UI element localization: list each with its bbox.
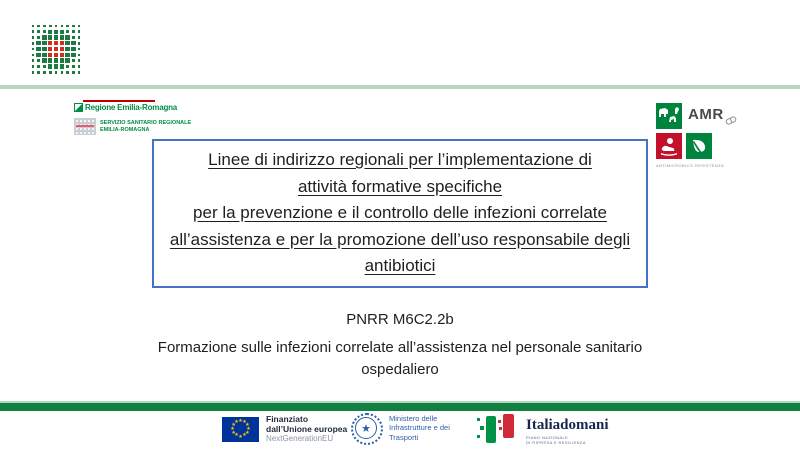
ssr-line2: EMILIA-ROMAGNA: [100, 126, 150, 133]
regione-dot-matrix-logo: [30, 23, 82, 75]
amr-wordmark: [688, 106, 737, 125]
regione-shape-icon: [74, 103, 83, 112]
italiadomani-logo: [477, 414, 609, 445]
title-box: [152, 139, 648, 288]
rer-red-rule: [83, 100, 155, 102]
regione-emilia-romagna-logo: [74, 100, 192, 135]
ministero-line3: Trasporti: [389, 432, 419, 442]
amr-animals-icon: [656, 103, 682, 129]
ssr-mosaic-icon: [74, 118, 96, 135]
eu-line3: NextGenerationEU: [266, 434, 334, 443]
eu-line1: Finanziato: [266, 414, 309, 424]
bottom-green-bar: [0, 403, 800, 411]
title-line-4: all’assistenza e per la promozione dell’uso responsabile degli: [169, 229, 631, 249]
ssr-line1: SERVIZIO SANITARIO REGIONALE: [100, 120, 192, 126]
amr-label: AMR: [688, 106, 724, 123]
regione-logo-name: Regione Emilia-Romagna: [85, 103, 178, 112]
title-line-3: per la prevenzione e il controllo delle infezioni correlate: [193, 203, 607, 222]
title-line-1: Linee di indirizzo regionali per l’implementazione di: [208, 150, 592, 169]
italiadomani-sub2: DI RIPRESA E RESILIENZA: [526, 440, 586, 445]
ssr-label: [100, 118, 191, 135]
footer-logos: [0, 412, 800, 450]
amr-caption: ANTIMICROBICO RESISTENZA: [656, 163, 725, 168]
amr-logo: [656, 103, 748, 175]
title-line-5: antibiotici: [364, 256, 436, 275]
italiadomani-sub1: PIANO NAZIONALE: [526, 435, 569, 440]
italiadomani-wordmark: Italiadomani: [526, 417, 609, 433]
italy-emblem-icon: ★: [350, 412, 382, 444]
pnrr-code: PNRR M6C2.2b: [346, 311, 454, 328]
title-line-2: attività formative specifiche: [297, 176, 503, 196]
eu-flag-icon: ★ ★ ★ ★ ★ ★ ★ ★ ★ ★ ★ ★: [222, 417, 259, 442]
amr-care-hand-icon: [656, 133, 682, 159]
ministero-logo: [350, 412, 450, 444]
ministero-line1: Ministero delle: [389, 413, 438, 423]
eu-line2: dall’Unione europea: [266, 424, 348, 434]
italiadomani-flag-icon: [477, 414, 521, 444]
slide-subtitle: Formazione sulle infezioni correlate all’assistenza nel personale sanitario ospedaliero: [157, 339, 643, 378]
eu-funding-logo: [222, 414, 347, 444]
amr-leaf-icon: [686, 133, 712, 159]
pill-icon: [725, 116, 737, 125]
ministero-line2: Infrastrutture e dei: [389, 423, 450, 433]
top-divider-line: [0, 85, 800, 89]
